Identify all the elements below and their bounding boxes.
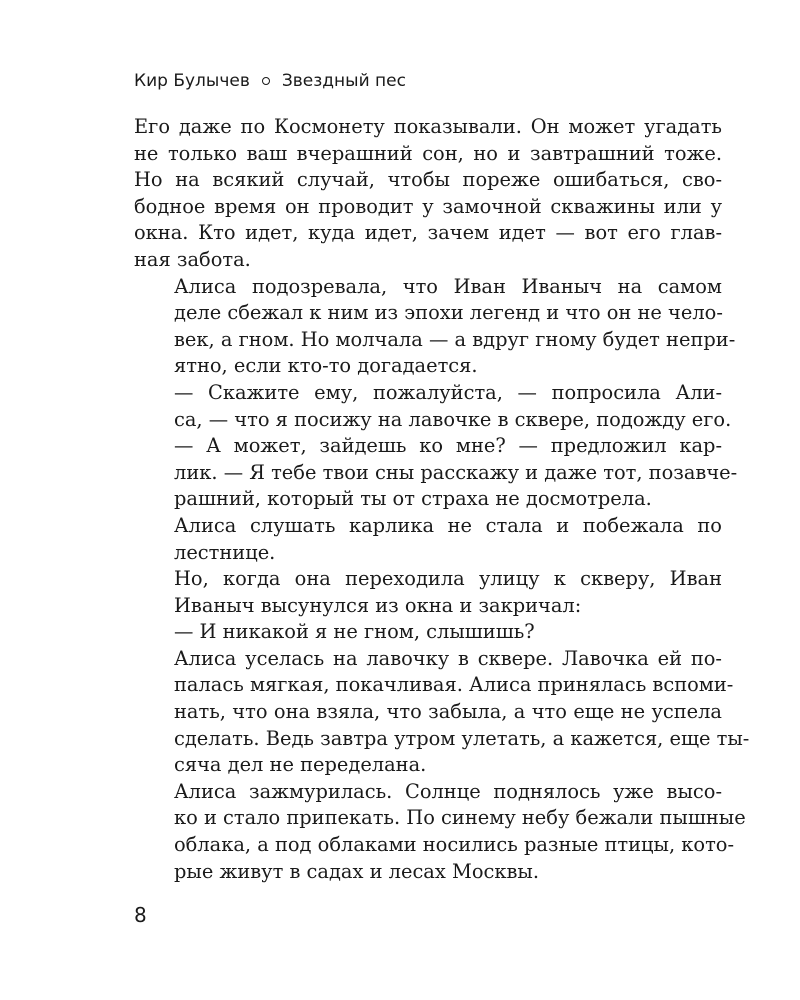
text-line: век, а гном. Но молчала — а вдруг гному будет непри- <box>174 327 736 351</box>
text-line: бодное время он проводит у замочной скважины или у <box>134 194 722 218</box>
text-line: сяча дел не переделана. <box>174 753 427 777</box>
text-line: нать, что она взяла, что забыла, а что еще не успела <box>174 700 722 724</box>
text-line: окна. Кто идет, куда идет, зачем идет — вот его глав- <box>134 221 722 245</box>
text-line: Но на всякий случай, чтобы пореже ошибаться, сво- <box>134 168 722 192</box>
paragraph <box>134 619 722 646</box>
paragraph <box>134 433 738 513</box>
paragraph <box>134 274 736 380</box>
paragraph <box>134 380 732 433</box>
text-line: Его даже по Космонету показывали. Он может угадать <box>134 115 722 138</box>
text-line: лестнице. <box>174 540 276 564</box>
paragraph <box>134 779 746 885</box>
text-line: ко и стало припекать. По синему небу бежали пышные <box>174 806 746 830</box>
body-text <box>134 114 750 885</box>
running-header <box>134 70 406 92</box>
text-line: — Скажите ему, пожалуйста, — попросила Али- <box>174 380 722 404</box>
text-line: — А может, зайдешь ко мне? — предложил кар- <box>174 434 722 458</box>
text-line: облака, а под облаками носились разные птицы, кото- <box>174 833 735 857</box>
header-book-title: Звездный пес <box>281 71 406 91</box>
paragraph <box>134 566 722 619</box>
page-number: 8 <box>134 903 147 927</box>
text-line: — И никакой я не гном, слышишь? <box>174 620 535 644</box>
paragraph <box>134 114 722 274</box>
text-line: лик. — Я тебе твои сны расскажу и даже тот, позавче- <box>174 460 738 484</box>
text-line: рашний, который ты от страха не досмотрела. <box>174 487 652 511</box>
text-line: Алиса слушать карлика не стала и побежала по <box>174 513 722 537</box>
text-line: ятно, если кто-то догадается. <box>174 354 478 378</box>
paragraph <box>134 646 750 779</box>
header-author: Кир Булычев <box>134 71 250 91</box>
text-line: не только ваш вчерашний сон, но и завтрашний тоже. <box>134 141 722 165</box>
text-line: Иваныч высунулся из окна и закричал: <box>174 593 582 617</box>
text-line: Алиса зажмурилась. Солнце поднялось уже высо- <box>174 779 722 803</box>
text-line: Алиса уселась на лавочку в сквере. Лавочка ей по- <box>174 646 722 670</box>
text-line: рые живут в садах и лесах Москвы. <box>174 859 539 883</box>
text-line: ная забота. <box>134 247 251 271</box>
text-line: палась мягкая, покачливая. Алиса принялась вспоми- <box>174 673 734 697</box>
header-separator-circle-icon <box>262 77 270 85</box>
text-line: Но, когда она переходила улицу к скверу, Иван <box>174 567 722 591</box>
text-line: деле сбежал к ним из эпохи легенд и что он не чело- <box>174 301 723 325</box>
text-line: Алиса подозревала, что Иван Иваныч на самом <box>174 274 722 298</box>
paragraph <box>134 513 722 566</box>
text-line: са, — что я посижу на лавочке в сквере, подожду его. <box>174 407 732 431</box>
text-line: сделать. Ведь завтра утром улетать, а кажется, еще ты- <box>174 726 750 750</box>
